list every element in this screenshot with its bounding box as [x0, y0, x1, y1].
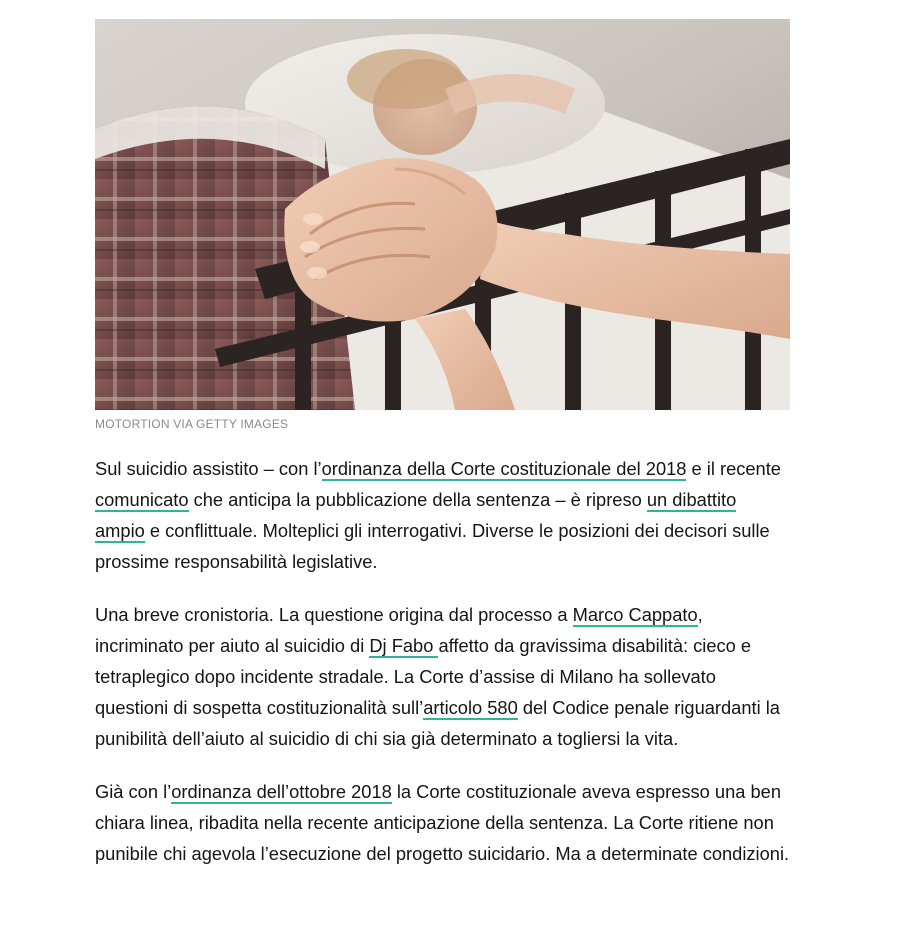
link-articolo-580[interactable]: articolo 580	[423, 697, 518, 718]
article-photo	[95, 19, 790, 410]
link-marco-cappato[interactable]: Marco Cappato	[572, 604, 698, 625]
paragraph-3: Già con l’ordinanza dell’ottobre 2018 la Corte costituzionale aveva espresso una ben chiara linea, ribadita nella recente anticipazione della sentenza. La Corte ritiene non punibile chi agevola l’esecuzione del progetto suicidario. Ma a determinate condizioni.	[95, 781, 790, 864]
paragraph-1: Sul suicidio assistito – con l’ordinanza della Corte costituzionale del 2018 e il recente comunicato che anticipa la pubblicazione della sentenza – è ripreso un dibattito ampio e conflittuale. Molteplici gli interrogativi. Diverse le posizioni dei decisori sulle prossime responsabilità legislative.	[95, 458, 781, 572]
link-comunicato[interactable]: comunicato	[95, 489, 189, 510]
link-ordinanza-ottobre-2018[interactable]: ordinanza dell’ottobre 2018	[171, 781, 392, 802]
link-dibattito-ampio[interactable]: un dibattito ampio	[95, 489, 737, 541]
photo-credit: MOTORTION VIA GETTY IMAGES	[95, 417, 289, 431]
link-ordinanza-corte-2018[interactable]: ordinanza della Corte costituzionale del 2018	[321, 458, 687, 479]
paragraph-2: Una breve cronistoria. La questione origina dal processo a Marco Cappato, incriminato per aiuto al suicidio di Dj Fabo affetto da gravissima disabilità: cieco e tetraplegico dopo incidente stradale. La Corte d’assise di Milano ha sollevato questioni di sospetta costituzionalità sull’articolo 580 del Codice penale riguardanti la punibilità dell’aiuto al suicidio di chi sia già determinato a togliersi la vita.	[95, 604, 780, 749]
hands-holding-photo	[95, 19, 790, 410]
link-dj-fabo[interactable]: Dj Fabo	[369, 635, 439, 656]
article-body	[95, 19, 790, 869]
